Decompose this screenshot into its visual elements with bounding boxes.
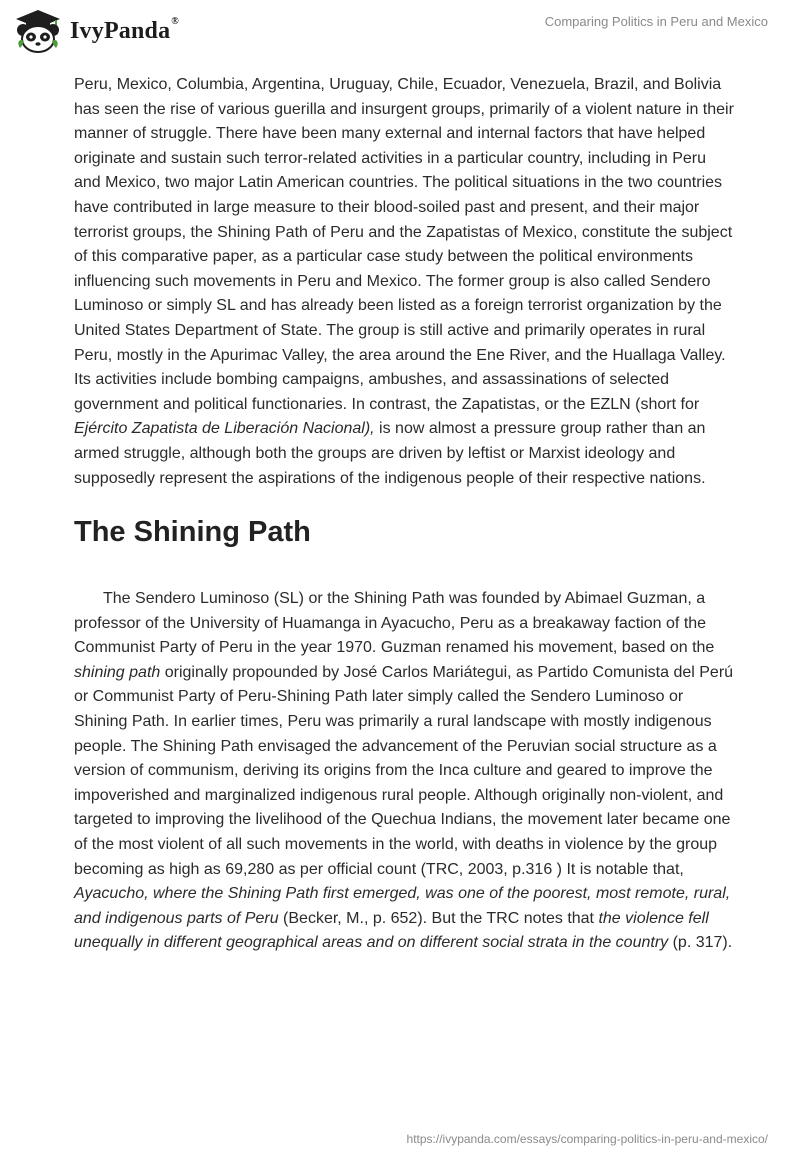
brand-name: IvyPanda®	[70, 15, 179, 44]
page-header	[0, 0, 800, 60]
section-paragraph: The Sendero Luminoso (SL) or the Shining Path was founded by Abimael Guzman, a professor of the University of Huamanga in Ayacucho, Peru as a breakaway faction of the Communist Party of Peru in the year 1970. Guzman renamed his movement, based on the shining path originally propounded by José Carlos Mariátegui, as Partido Comunista del Perú or Communist Party of Peru-Shining Path later simply called the Sendero Luminoso or Shining Path. In earlier times, Peru was primarily a rural landscape with mostly indigenous people. The Shining Path envisaged the advancement of the Peruvian social structure as a version of communism, deriving its origins from the Inca culture and geared to improve the impoverished and marginalized indigenous rural people. Although originally non-violent, and targeted to improving the livelihood of the Quechua Indians, the movement later became one of the most violent of all such movements in the world, with deaths in violence by the group becoming as high as 69,280 as per official count (TRC, 2003, p.316 ) It is notable that, Ayacucho, where the Shining Path first emerged, was one of the poorest, most remote, rural, and indigenous parts of Peru (Becker, M., p. 652). But the TRC notes that the violence fell unequally in different geographical areas and on different social strata in the country (p. 317).	[74, 590, 734, 952]
source-url[interactable]: https://ivypanda.com/essays/comparing-politics-in-peru-and-mexico/	[406, 1132, 768, 1146]
panda-graduate-icon	[14, 8, 62, 54]
intro-paragraph: Peru, Mexico, Columbia, Argentina, Uruguay, Chile, Ecuador, Venezuela, Brazil, and Bolivia has seen the rise of various guerilla and insurgent groups, primarily of a violent nature in their manner of struggle. There have been many external and internal factors that have helped originate and sustain such terror-related activities in a particular country, including in Peru and Mexico, two major Latin American countries. The political situations in the two countries have contributed in large measure to their blood-soiled past and present, and their major terrorist groups, the Shining Path of Peru and the Zapatistas of Mexico, constitute the subject of this comparative paper, as a particular case study between the political environments influencing such movements in Peru and Mexico. The former group is also called Sendero Luminoso or simply SL and has already been listed as a foreign terrorist organization by the United States Department of State. The group is still active and primarily operates in rural Peru, mostly in the Apurimac Valley, the area around the Ene River, and the Huallaga Valley. Its activities include bombing campaigns, ambushes, and assassinations of selected government and political functionaries. In contrast, the Zapatistas, or the EZLN (short for Ejército Zapatista de Liberación Nacional), is now almost a pressure group rather than an armed struggle, although both the groups are driven by leftist or Marxist ideology and supposedly represent the aspirations of the indigenous people of their respective nations.	[74, 76, 734, 487]
ivypanda-logo[interactable]	[14, 8, 179, 54]
section-heading: The Shining Path	[74, 516, 311, 549]
document-title: Comparing Politics in Peru and Mexico	[544, 14, 768, 29]
essay-content	[74, 73, 734, 956]
